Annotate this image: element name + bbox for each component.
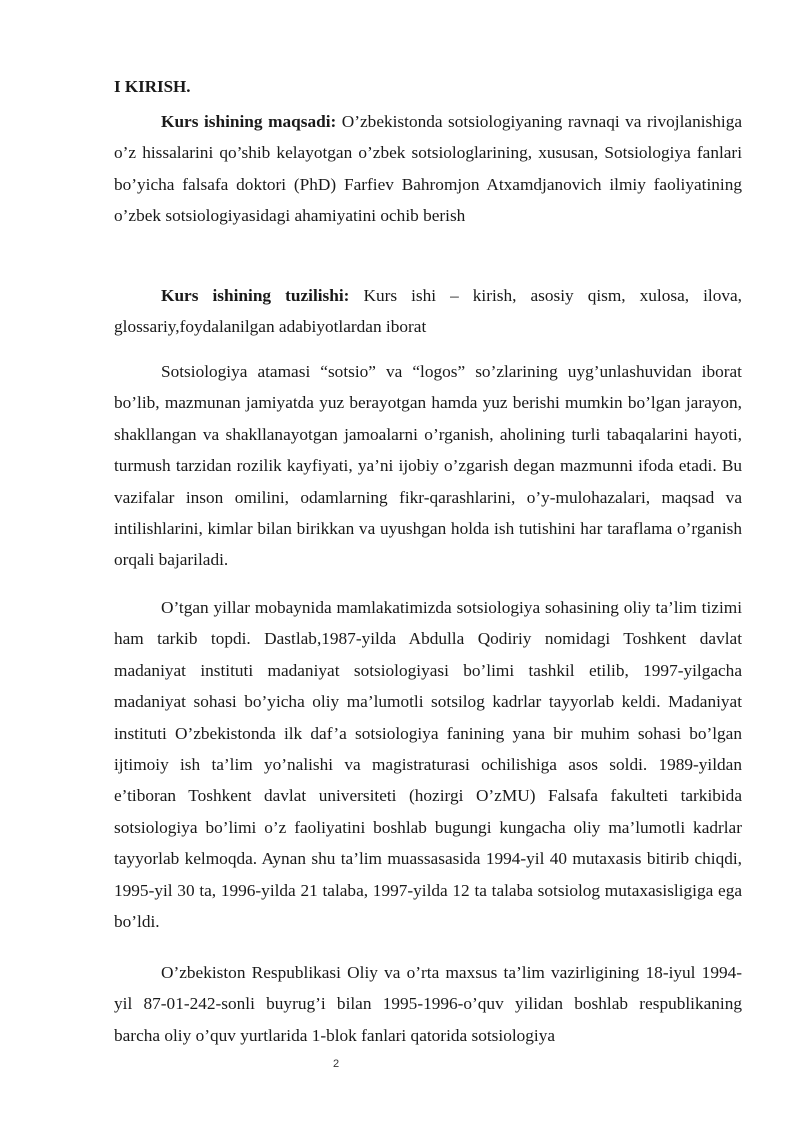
paragraph-text: Sotsiologiya atamasi “sotsio” va “logos” so’zlarining uyg’unlashuvidan iborat bo’lib, mazmunan jamiyatda yuz berayotgan hamda yuz berishi mumkin bo’lgan jarayon, shakllangan va shakllanayotgan jamoalarni o’rganish, aholining turli tabaqalarini hayoti, turmush tarzidan rozilik kayfiyati, ya’ni ijobiy o’zgarish degan mazmunni ifoda etadi. Bu vazifalar inson omilini, odamlarning fikr-qarashlarini, o’y-mulohazalari, maqsad va intilishlarini, kimlar bilan birikkan va uyushgan holda ish tutishini har taraflama o’rganish orqali bajariladi.: [114, 362, 742, 570]
paragraph-sociology-term: [114, 356, 742, 576]
paragraph-higher-education: [114, 592, 742, 937]
paragraph-text: O’zbekistonda sotsiologiyaning ravnaqi va rivojlanishiga o’z hissalarini qo’shib kelayotgan o’zbek sotsiologlarining, xususan, Sotsiologiya fanlari bo’yicha falsafa doktori (PhD) Farfiev Bahromjon Atxamdjanovich ilmiy faoliyatining o’zbek sotsiologiyasidagi ahamiyatini ochib berish: [114, 112, 743, 226]
paragraph-text: O’zbekiston Respublikasi Oliy va o’rta maxsus ta’lim vazirligining 18-iyul 1994-yil 87-01-242-sonli buyrug’i bilan 1995-1996-o’quv yilidan boshlab respublikaning barcha oliy o’quv yurtlarida 1-blok fanlari qatorida sotsiologiya: [114, 963, 742, 1045]
paragraph-lead: Kurs ishining tuzilishi:: [161, 286, 350, 305]
paragraph-lead: Kurs ishining maqsadi:: [161, 112, 337, 131]
page-number: 2: [332, 1058, 340, 1070]
paragraph-text: Kurs ishi – kirish, asosiy qism, xulosa, ilova, glossariy,foydalanilgan adabiyotlardan iborat: [114, 286, 742, 337]
paragraph-text: O’tgan yillar mobaynida mamlakatimizda sotsiologiya sohasining oliy ta’lim tizimi ham tarkib topdi. Dastlab,1987-yilda Abdulla Qodiriy nomidagi Toshkent davlat madaniyat instituti madaniyat sotsiologiyasi bo’limi tashkil etilib, 1997-yilgacha madaniyat sohasi bo’yicha oliy ma’lumotli sotsilog kadrlar tayyorlab keldi. Madaniyat instituti O’zbekistonda ilk daf’a sotsiologiya fanining yana bir muhim sohasi bo’lgan ijtimoiy ish ta’lim yo’nalishi va magistraturasi ochilishiga asos soldi. 1989-yildan e’tiboran Toshkent davlat universiteti (hozirgi O’zMU) Falsafa fakulteti tarkibida sotsiologiya bo’limi o’z faoliyatini boshlab bugungi kungacha oliy ma’lumotli kadrlar tayyorlab kelmoqda. Aynan shu ta’lim muassasasida 1994-yil 40 mutaxasis bitirib chiqdi, 1995-yil 30 ta, 1996-yilda 21 talaba, 1997-yilda 12 ta talaba sotsiolog mutaxasisligiga ega bo’ldi.: [114, 598, 742, 932]
paragraph-structure: [114, 280, 742, 343]
section-heading: I KIRISH.: [114, 77, 191, 96]
paragraph-ministry-order: [114, 957, 742, 1051]
paragraph-purpose: [114, 106, 742, 232]
